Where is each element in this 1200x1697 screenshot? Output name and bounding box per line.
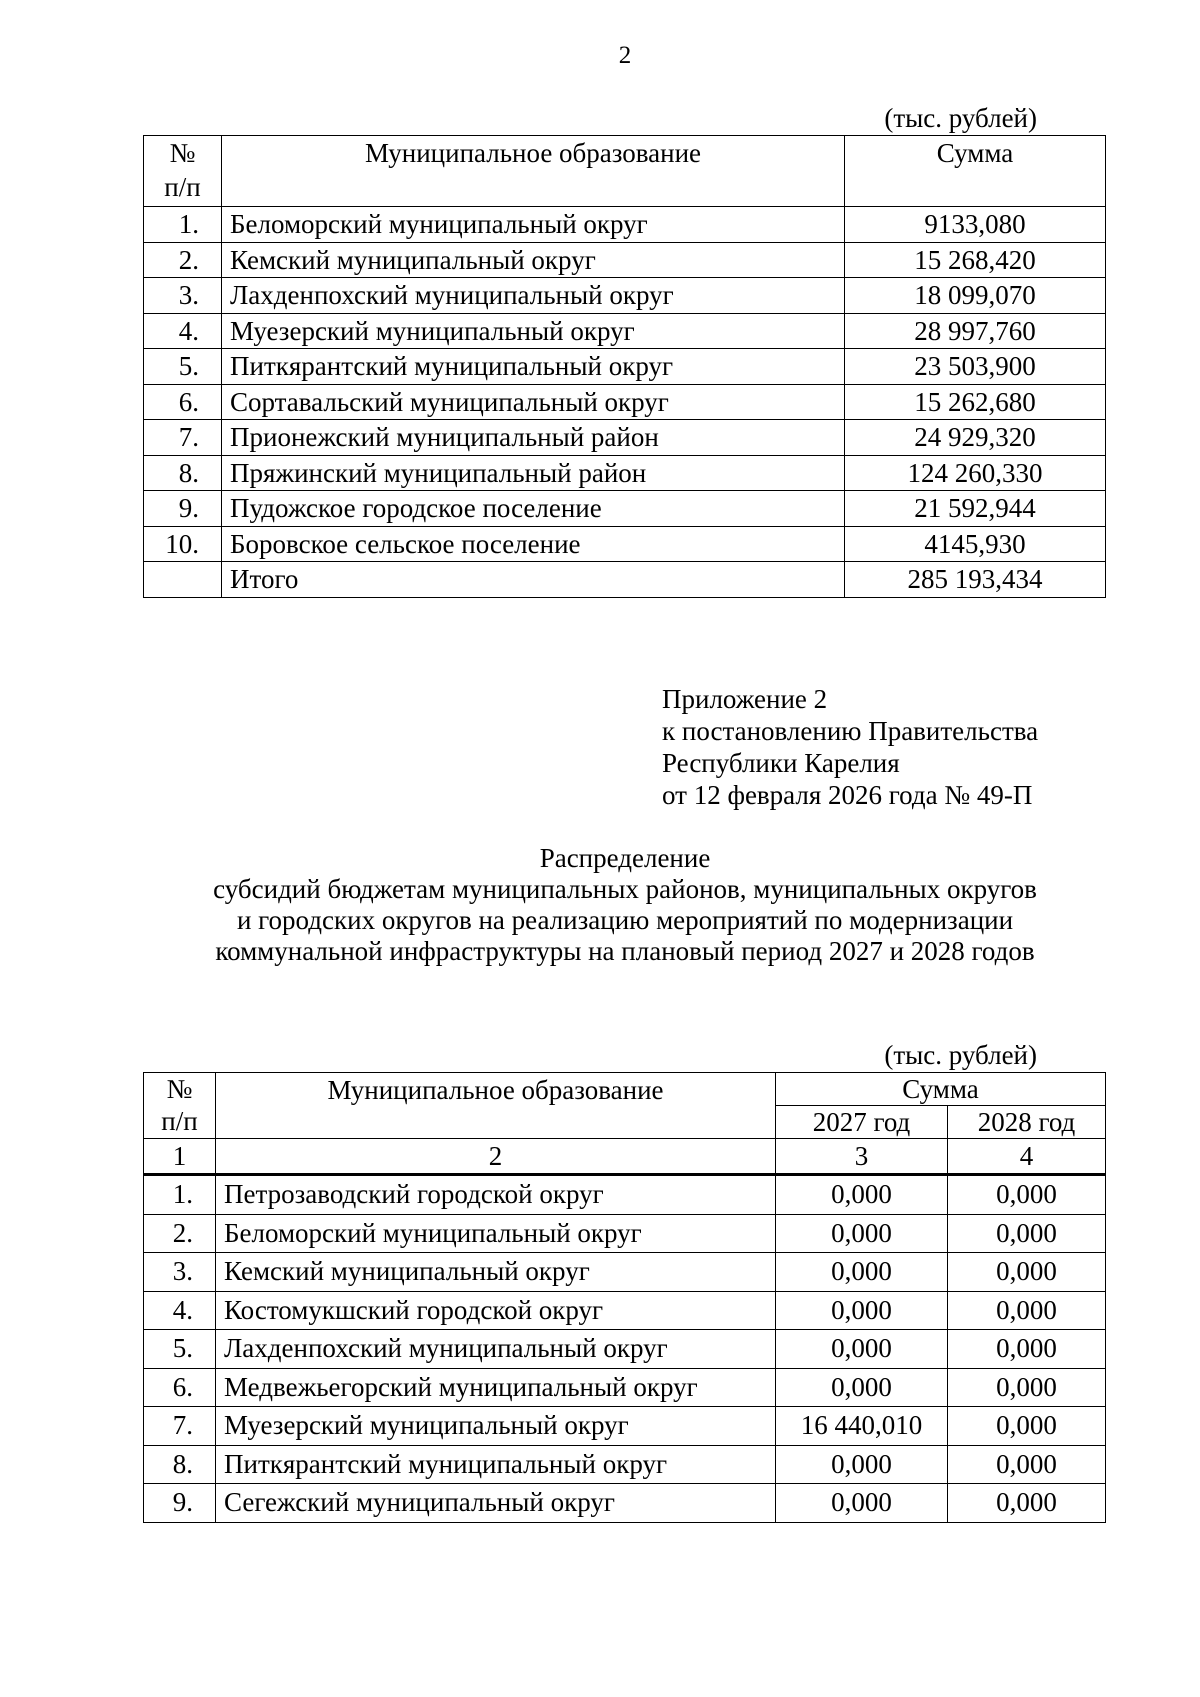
table1-total-row — [144, 562, 1106, 598]
row-num: 3. — [144, 1253, 216, 1292]
table-row — [144, 1445, 1106, 1484]
row-sum-2027: 0,000 — [776, 1330, 948, 1369]
table-row — [144, 420, 1106, 456]
annex-block — [662, 683, 1038, 811]
table1-header-row — [144, 136, 1106, 207]
table1-units: (тыс. рублей) — [884, 103, 1037, 133]
header-sum: Сумма — [845, 136, 1106, 207]
page-number: 2 — [618, 42, 632, 69]
title-line: Распределение — [539, 843, 711, 873]
table-row — [144, 278, 1106, 314]
header-year-2028: 2028 год — [948, 1106, 1106, 1139]
row-sum: 23 503,900 — [845, 349, 1106, 385]
table-row — [144, 1407, 1106, 1446]
row-sum-2028: 0,000 — [948, 1445, 1106, 1484]
table-row — [144, 1253, 1106, 1292]
row-sum: 18 099,070 — [845, 278, 1106, 314]
row-num: 7. — [144, 1407, 216, 1446]
table-row — [144, 1368, 1106, 1407]
title-line: и городских округов на реализацию мероприятий по модернизации — [236, 905, 1014, 935]
row-sum-2028: 0,000 — [948, 1368, 1106, 1407]
table-row — [144, 526, 1106, 562]
row-sum-2027: 0,000 — [776, 1484, 948, 1523]
header-num: № п/п — [144, 136, 222, 207]
row-sum-2028: 0,000 — [948, 1407, 1106, 1446]
row-sum: 9133,080 — [845, 207, 1106, 243]
row-sum-2027: 0,000 — [776, 1175, 948, 1215]
col-number: 3 — [776, 1139, 948, 1175]
row-sum-2028: 0,000 — [948, 1330, 1106, 1369]
annex-line: Приложение 2 — [662, 684, 828, 714]
row-num: 2. — [144, 242, 222, 278]
header-name: Муниципальное образование — [216, 1073, 776, 1139]
table-row — [144, 1330, 1106, 1369]
row-num: 1. — [144, 207, 222, 243]
table-row — [144, 313, 1106, 349]
row-num: 10. — [144, 526, 222, 562]
row-num: 7. — [144, 420, 222, 456]
row-num: 8. — [144, 1445, 216, 1484]
row-num: 6. — [144, 384, 222, 420]
total-sum: 285 193,434 — [845, 562, 1106, 598]
row-sum: 15 262,680 — [845, 384, 1106, 420]
row-sum: 124 260,330 — [845, 455, 1106, 491]
table2-column-numbers — [144, 1139, 1106, 1175]
row-name: Пряжинский муниципальный район — [222, 455, 845, 491]
row-name: Сортавальский муниципальный округ — [222, 384, 845, 420]
table1 — [143, 135, 1106, 598]
col-number: 2 — [216, 1139, 776, 1175]
row-sum-2027: 0,000 — [776, 1368, 948, 1407]
row-num: 5. — [144, 349, 222, 385]
table-row — [144, 349, 1106, 385]
table-row — [144, 491, 1106, 527]
title-line: субсидий бюджетам муниципальных районов, муниципальных округов — [213, 874, 1037, 904]
row-name: Питкярантский муниципальный округ — [216, 1445, 776, 1484]
row-sum-2027: 0,000 — [776, 1214, 948, 1253]
title-line: коммунальной инфраструктуры на плановый период 2027 и 2028 годов — [215, 936, 1035, 966]
table2-header-row — [144, 1073, 1106, 1106]
row-name: Кемский муниципальный округ — [216, 1253, 776, 1292]
row-sum: 15 268,420 — [845, 242, 1106, 278]
row-name: Пудожское городское поселение — [222, 491, 845, 527]
row-name: Муезерский муниципальный округ — [222, 313, 845, 349]
row-num: 8. — [144, 455, 222, 491]
annex-line: от 12 февраля 2026 года № 49-П — [662, 780, 1033, 810]
row-sum-2028: 0,000 — [948, 1175, 1106, 1215]
row-sum: 4145,930 — [845, 526, 1106, 562]
table-row — [144, 384, 1106, 420]
header-year-2027: 2027 год — [776, 1106, 948, 1139]
row-name: Медвежьегорский муниципальный округ — [216, 1368, 776, 1407]
row-sum-2028: 0,000 — [948, 1484, 1106, 1523]
row-name: Костомукшский городской округ — [216, 1291, 776, 1330]
row-sum: 28 997,760 — [845, 313, 1106, 349]
row-name: Петрозаводский городской округ — [216, 1175, 776, 1215]
table2-units: (тыс. рублей) — [884, 1040, 1037, 1070]
total-label: Итого — [222, 562, 845, 598]
row-sum: 21 592,944 — [845, 491, 1106, 527]
header-name: Муниципальное образование — [222, 136, 845, 207]
row-sum-2028: 0,000 — [948, 1291, 1106, 1330]
row-num: 4. — [144, 313, 222, 349]
header-sum: Сумма — [776, 1073, 1106, 1106]
table-row — [144, 1214, 1106, 1253]
row-sum-2027: 16 440,010 — [776, 1407, 948, 1446]
row-sum-2028: 0,000 — [948, 1214, 1106, 1253]
row-num: 1. — [144, 1175, 216, 1215]
row-sum-2027: 0,000 — [776, 1445, 948, 1484]
row-sum-2027: 0,000 — [776, 1291, 948, 1330]
row-sum-2028: 0,000 — [948, 1253, 1106, 1292]
table-row — [144, 1484, 1106, 1523]
row-sum: 24 929,320 — [845, 420, 1106, 456]
row-num: 3. — [144, 278, 222, 314]
row-name: Беломорский муниципальный округ — [222, 207, 845, 243]
row-num: 2. — [144, 1214, 216, 1253]
row-num: 6. — [144, 1368, 216, 1407]
table-row — [144, 207, 1106, 243]
col-number: 1 — [144, 1139, 216, 1175]
table-row — [144, 455, 1106, 491]
row-sum-2027: 0,000 — [776, 1253, 948, 1292]
annex-line: Республики Карелия — [662, 748, 900, 778]
row-name: Сегежский муниципальный округ — [216, 1484, 776, 1523]
row-name: Лахденпохский муниципальный округ — [216, 1330, 776, 1369]
table-row — [144, 1175, 1106, 1215]
row-num: 9. — [144, 1484, 216, 1523]
row-num: 5. — [144, 1330, 216, 1369]
row-num: 9. — [144, 491, 222, 527]
row-name: Беломорский муниципальный округ — [216, 1214, 776, 1253]
table-row — [144, 1291, 1106, 1330]
table-row — [144, 242, 1106, 278]
header-num: № п/п — [144, 1073, 216, 1139]
table2 — [143, 1072, 1106, 1523]
col-number: 4 — [948, 1139, 1106, 1175]
row-name: Муезерский муниципальный округ — [216, 1407, 776, 1446]
total-num-empty — [144, 562, 222, 598]
row-name: Кемский муниципальный округ — [222, 242, 845, 278]
row-name: Прионежский муниципальный район — [222, 420, 845, 456]
annex-line: к постановлению Правительства — [662, 716, 1039, 746]
row-name: Лахденпохский муниципальный округ — [222, 278, 845, 314]
row-num: 4. — [144, 1291, 216, 1330]
document-title — [150, 843, 1100, 967]
row-name: Боровское сельское поселение — [222, 526, 845, 562]
row-name: Питкярантский муниципальный округ — [222, 349, 845, 385]
